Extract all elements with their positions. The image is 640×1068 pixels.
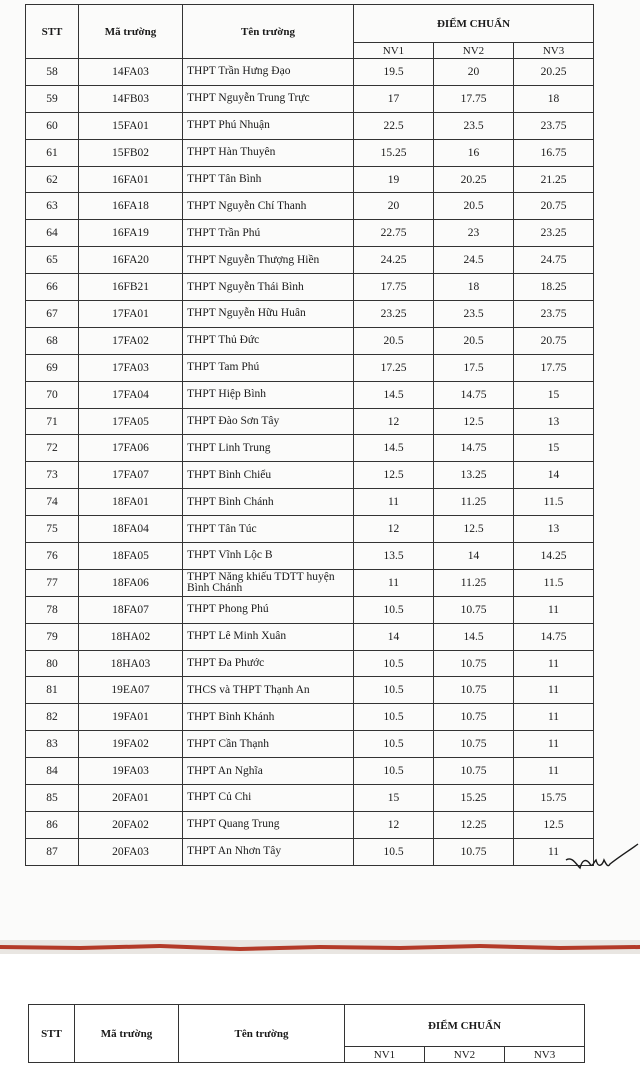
row-stt: 80 xyxy=(26,650,79,677)
row-score-nv2: 12.25 xyxy=(434,811,514,838)
header-nv2-2: NV2 xyxy=(425,1047,505,1063)
row-school-code: 18FA07 xyxy=(79,596,183,623)
row-stt: 67 xyxy=(26,301,79,328)
row-score-nv1: 23.25 xyxy=(354,301,434,328)
document-page-2 xyxy=(0,954,640,1068)
row-school-name: THPT Nguyễn Hữu Huân xyxy=(183,301,354,328)
row-score-nv1: 22.75 xyxy=(354,220,434,247)
row-score-nv2: 13.25 xyxy=(434,462,514,489)
row-score-nv1: 14.5 xyxy=(354,381,434,408)
row-stt: 62 xyxy=(26,166,79,193)
admission-scores-table-continued xyxy=(28,1004,585,1063)
row-score-nv3: 23.75 xyxy=(514,112,594,139)
row-stt: 58 xyxy=(26,59,79,86)
row-school-name: THPT Nguyễn Thái Bình xyxy=(183,274,354,301)
row-school-code: 17FA02 xyxy=(79,327,183,354)
table-row xyxy=(26,569,594,596)
row-score-nv3: 11.5 xyxy=(514,569,594,596)
row-school-code: 17FA01 xyxy=(79,301,183,328)
table-row xyxy=(26,623,594,650)
row-score-nv1: 15.25 xyxy=(354,139,434,166)
header-nv1: NV1 xyxy=(354,43,434,59)
row-score-nv2: 10.75 xyxy=(434,704,514,731)
row-school-name: THPT Phong Phú xyxy=(183,596,354,623)
row-score-nv3: 21.25 xyxy=(514,166,594,193)
row-score-nv3: 13 xyxy=(514,408,594,435)
table-row xyxy=(26,301,594,328)
row-school-code: 17FA07 xyxy=(79,462,183,489)
row-score-nv2: 24.5 xyxy=(434,247,514,274)
row-school-name: THPT Quang Trung xyxy=(183,811,354,838)
row-school-code: 17FA03 xyxy=(79,354,183,381)
header-score-2: ĐIỂM CHUẨN xyxy=(345,1005,585,1047)
table-row xyxy=(26,811,594,838)
row-score-nv1: 10.5 xyxy=(354,704,434,731)
row-stt: 76 xyxy=(26,543,79,570)
row-school-name: THPT Tân Túc xyxy=(183,516,354,543)
row-stt: 86 xyxy=(26,811,79,838)
table-row xyxy=(26,650,594,677)
row-school-code: 17FA04 xyxy=(79,381,183,408)
row-score-nv1: 19 xyxy=(354,166,434,193)
row-score-nv3: 14.75 xyxy=(514,623,594,650)
row-stt: 70 xyxy=(26,381,79,408)
row-score-nv1: 12 xyxy=(354,516,434,543)
row-stt: 59 xyxy=(26,85,79,112)
row-school-name: THPT Thủ Đức xyxy=(183,327,354,354)
row-score-nv3: 11 xyxy=(514,650,594,677)
row-stt: 83 xyxy=(26,731,79,758)
row-school-name: THPT Vĩnh Lộc B xyxy=(183,543,354,570)
row-score-nv1: 14 xyxy=(354,623,434,650)
row-score-nv2: 12.5 xyxy=(434,408,514,435)
row-school-code: 14FA03 xyxy=(79,59,183,86)
row-score-nv3: 20.75 xyxy=(514,193,594,220)
table-row xyxy=(26,139,594,166)
row-score-nv2: 20.5 xyxy=(434,193,514,220)
row-score-nv1: 10.5 xyxy=(354,838,434,865)
row-score-nv3: 11 xyxy=(514,596,594,623)
row-score-nv3: 23.25 xyxy=(514,220,594,247)
row-school-name: THPT Nguyễn Thượng Hiền xyxy=(183,247,354,274)
row-school-name: THPT Nguyễn Chí Thanh xyxy=(183,193,354,220)
row-school-name: THPT Hiệp Bình xyxy=(183,381,354,408)
row-score-nv2: 23.5 xyxy=(434,301,514,328)
row-score-nv2: 10.75 xyxy=(434,731,514,758)
row-school-code: 18HA02 xyxy=(79,623,183,650)
row-school-name: THPT Tân Bình xyxy=(183,166,354,193)
row-stt: 75 xyxy=(26,516,79,543)
row-school-code: 16FA20 xyxy=(79,247,183,274)
table-row xyxy=(26,731,594,758)
row-school-code: 18FA04 xyxy=(79,516,183,543)
row-stt: 72 xyxy=(26,435,79,462)
header-stt-2: STT xyxy=(29,1005,75,1063)
table-row xyxy=(26,489,594,516)
row-score-nv2: 20.25 xyxy=(434,166,514,193)
table-row xyxy=(26,247,594,274)
row-score-nv1: 15 xyxy=(354,785,434,812)
row-score-nv2: 10.75 xyxy=(434,650,514,677)
header-name-2: Tên trường xyxy=(179,1005,345,1063)
table-row xyxy=(26,166,594,193)
row-school-name: THPT Bình Khánh xyxy=(183,704,354,731)
row-score-nv3: 23.75 xyxy=(514,301,594,328)
row-school-code: 20FA02 xyxy=(79,811,183,838)
row-stt: 84 xyxy=(26,758,79,785)
row-score-nv3: 20.25 xyxy=(514,59,594,86)
row-school-code: 19FA02 xyxy=(79,731,183,758)
row-score-nv2: 11.25 xyxy=(434,489,514,516)
row-score-nv3: 24.75 xyxy=(514,247,594,274)
row-score-nv1: 19.5 xyxy=(354,59,434,86)
table-row xyxy=(26,59,594,86)
row-score-nv3: 12.5 xyxy=(514,811,594,838)
row-stt: 66 xyxy=(26,274,79,301)
row-school-code: 18FA01 xyxy=(79,489,183,516)
signature-mark xyxy=(562,842,640,882)
table-row xyxy=(26,85,594,112)
row-school-name: THPT An Nhơn Tây xyxy=(183,838,354,865)
row-school-code: 18HA03 xyxy=(79,650,183,677)
row-score-nv1: 24.25 xyxy=(354,247,434,274)
row-score-nv3: 18.25 xyxy=(514,274,594,301)
table-row xyxy=(26,462,594,489)
row-stt: 74 xyxy=(26,489,79,516)
row-score-nv2: 18 xyxy=(434,274,514,301)
row-school-code: 15FB02 xyxy=(79,139,183,166)
row-score-nv1: 17.75 xyxy=(354,274,434,301)
row-score-nv3: 15.75 xyxy=(514,785,594,812)
row-score-nv3: 20.75 xyxy=(514,327,594,354)
row-stt: 64 xyxy=(26,220,79,247)
header-code-2: Mã trường xyxy=(75,1005,179,1063)
header-nv3-2: NV3 xyxy=(505,1047,585,1063)
row-score-nv1: 10.5 xyxy=(354,596,434,623)
row-score-nv2: 23.5 xyxy=(434,112,514,139)
row-stt: 85 xyxy=(26,785,79,812)
row-score-nv3: 18 xyxy=(514,85,594,112)
row-score-nv1: 13.5 xyxy=(354,543,434,570)
row-score-nv2: 10.75 xyxy=(434,596,514,623)
row-score-nv3: 14 xyxy=(514,462,594,489)
row-stt: 82 xyxy=(26,704,79,731)
table-row xyxy=(26,516,594,543)
row-school-code: 20FA01 xyxy=(79,785,183,812)
row-school-name: THPT Đa Phước xyxy=(183,650,354,677)
row-score-nv1: 11 xyxy=(354,489,434,516)
table-row xyxy=(26,596,594,623)
table-body xyxy=(26,59,594,866)
row-stt: 78 xyxy=(26,596,79,623)
row-score-nv2: 17.5 xyxy=(434,354,514,381)
row-score-nv2: 20.5 xyxy=(434,327,514,354)
row-score-nv1: 12.5 xyxy=(354,462,434,489)
header-nv3: NV3 xyxy=(514,43,594,59)
row-score-nv3: 11 xyxy=(514,704,594,731)
row-score-nv1: 10.5 xyxy=(354,677,434,704)
row-score-nv2: 10.75 xyxy=(434,758,514,785)
row-stt: 68 xyxy=(26,327,79,354)
row-score-nv3: 14.25 xyxy=(514,543,594,570)
row-score-nv3: 11 xyxy=(514,758,594,785)
row-school-name: THPT Củ Chi xyxy=(183,785,354,812)
row-score-nv3: 11 xyxy=(514,731,594,758)
row-score-nv3: 11 xyxy=(514,677,594,704)
table-row xyxy=(26,435,594,462)
row-score-nv1: 17.25 xyxy=(354,354,434,381)
row-score-nv2: 15.25 xyxy=(434,785,514,812)
row-school-code: 15FA01 xyxy=(79,112,183,139)
row-school-code: 16FB21 xyxy=(79,274,183,301)
row-score-nv1: 20 xyxy=(354,193,434,220)
table-header xyxy=(26,5,594,59)
header-stt: STT xyxy=(26,5,79,59)
row-stt: 69 xyxy=(26,354,79,381)
row-stt: 81 xyxy=(26,677,79,704)
table-row xyxy=(26,112,594,139)
row-score-nv2: 20 xyxy=(434,59,514,86)
row-score-nv1: 14.5 xyxy=(354,435,434,462)
row-stt: 60 xyxy=(26,112,79,139)
row-school-name: THPT Năng khiếu TDTT huyện Bình Chánh xyxy=(183,569,354,596)
header-nv2: NV2 xyxy=(434,43,514,59)
row-score-nv1: 20.5 xyxy=(354,327,434,354)
table-row xyxy=(26,193,594,220)
row-score-nv1: 11 xyxy=(354,569,434,596)
row-score-nv1: 17 xyxy=(354,85,434,112)
row-score-nv3: 15 xyxy=(514,435,594,462)
row-school-name: THPT Đào Sơn Tây xyxy=(183,408,354,435)
row-score-nv2: 14.75 xyxy=(434,381,514,408)
table-row xyxy=(26,220,594,247)
row-score-nv3: 15 xyxy=(514,381,594,408)
row-school-name: THPT Trần Phú xyxy=(183,220,354,247)
header-code: Mã trường xyxy=(79,5,183,59)
row-school-name: THPT Lê Minh Xuân xyxy=(183,623,354,650)
row-stt: 65 xyxy=(26,247,79,274)
table-row xyxy=(26,327,594,354)
admission-scores-table xyxy=(25,4,594,866)
row-stt: 73 xyxy=(26,462,79,489)
row-score-nv3: 11.5 xyxy=(514,489,594,516)
row-score-nv3: 11 xyxy=(514,838,594,865)
row-stt: 71 xyxy=(26,408,79,435)
header-name: Tên trường xyxy=(183,5,354,59)
row-score-nv2: 11.25 xyxy=(434,569,514,596)
row-school-code: 19FA03 xyxy=(79,758,183,785)
row-school-name: THPT Nguyễn Trung Trực xyxy=(183,85,354,112)
table-row xyxy=(26,838,594,865)
row-school-code: 18FA06 xyxy=(79,569,183,596)
row-school-code: 19FA01 xyxy=(79,704,183,731)
row-score-nv2: 14 xyxy=(434,543,514,570)
row-school-name: THPT Cần Thạnh xyxy=(183,731,354,758)
row-school-code: 14FB03 xyxy=(79,85,183,112)
row-score-nv2: 10.75 xyxy=(434,838,514,865)
table-row xyxy=(26,704,594,731)
row-school-code: 16FA01 xyxy=(79,166,183,193)
row-school-name: THPT Tam Phú xyxy=(183,354,354,381)
table-row xyxy=(26,408,594,435)
table-row xyxy=(26,543,594,570)
row-score-nv1: 22.5 xyxy=(354,112,434,139)
row-stt: 77 xyxy=(26,569,79,596)
table-row xyxy=(26,381,594,408)
row-score-nv2: 17.75 xyxy=(434,85,514,112)
row-score-nv2: 16 xyxy=(434,139,514,166)
row-school-code: 16FA19 xyxy=(79,220,183,247)
row-school-code: 17FA05 xyxy=(79,408,183,435)
page-tear-divider xyxy=(0,940,640,954)
row-stt: 61 xyxy=(26,139,79,166)
row-school-code: 20FA03 xyxy=(79,838,183,865)
header-score: ĐIỂM CHUẨN xyxy=(354,5,594,43)
row-score-nv3: 13 xyxy=(514,516,594,543)
row-school-name: THPT Trần Hưng Đạo xyxy=(183,59,354,86)
row-school-name: THPT Hàn Thuyên xyxy=(183,139,354,166)
row-school-name: THCS và THPT Thạnh An xyxy=(183,677,354,704)
row-score-nv2: 14.5 xyxy=(434,623,514,650)
row-score-nv1: 12 xyxy=(354,811,434,838)
row-score-nv2: 10.75 xyxy=(434,677,514,704)
row-school-code: 17FA06 xyxy=(79,435,183,462)
table-row xyxy=(26,354,594,381)
table-row xyxy=(26,785,594,812)
header-nv1-2: NV1 xyxy=(345,1047,425,1063)
row-score-nv2: 12.5 xyxy=(434,516,514,543)
row-score-nv2: 23 xyxy=(434,220,514,247)
row-school-code: 19EA07 xyxy=(79,677,183,704)
row-score-nv1: 10.5 xyxy=(354,758,434,785)
table-row xyxy=(26,677,594,704)
row-school-code: 16FA18 xyxy=(79,193,183,220)
row-score-nv1: 12 xyxy=(354,408,434,435)
row-school-name: THPT Bình Chánh xyxy=(183,489,354,516)
row-stt: 79 xyxy=(26,623,79,650)
row-score-nv1: 10.5 xyxy=(354,650,434,677)
row-school-name: THPT Bình Chiểu xyxy=(183,462,354,489)
table-row xyxy=(26,758,594,785)
row-school-code: 18FA05 xyxy=(79,543,183,570)
row-score-nv3: 16.75 xyxy=(514,139,594,166)
row-score-nv3: 17.75 xyxy=(514,354,594,381)
row-school-name: THPT Linh Trung xyxy=(183,435,354,462)
row-score-nv1: 10.5 xyxy=(354,731,434,758)
row-school-name: THPT An Nghĩa xyxy=(183,758,354,785)
row-school-name: THPT Phú Nhuận xyxy=(183,112,354,139)
row-stt: 87 xyxy=(26,838,79,865)
row-stt: 63 xyxy=(26,193,79,220)
table-row xyxy=(26,274,594,301)
row-score-nv2: 14.75 xyxy=(434,435,514,462)
